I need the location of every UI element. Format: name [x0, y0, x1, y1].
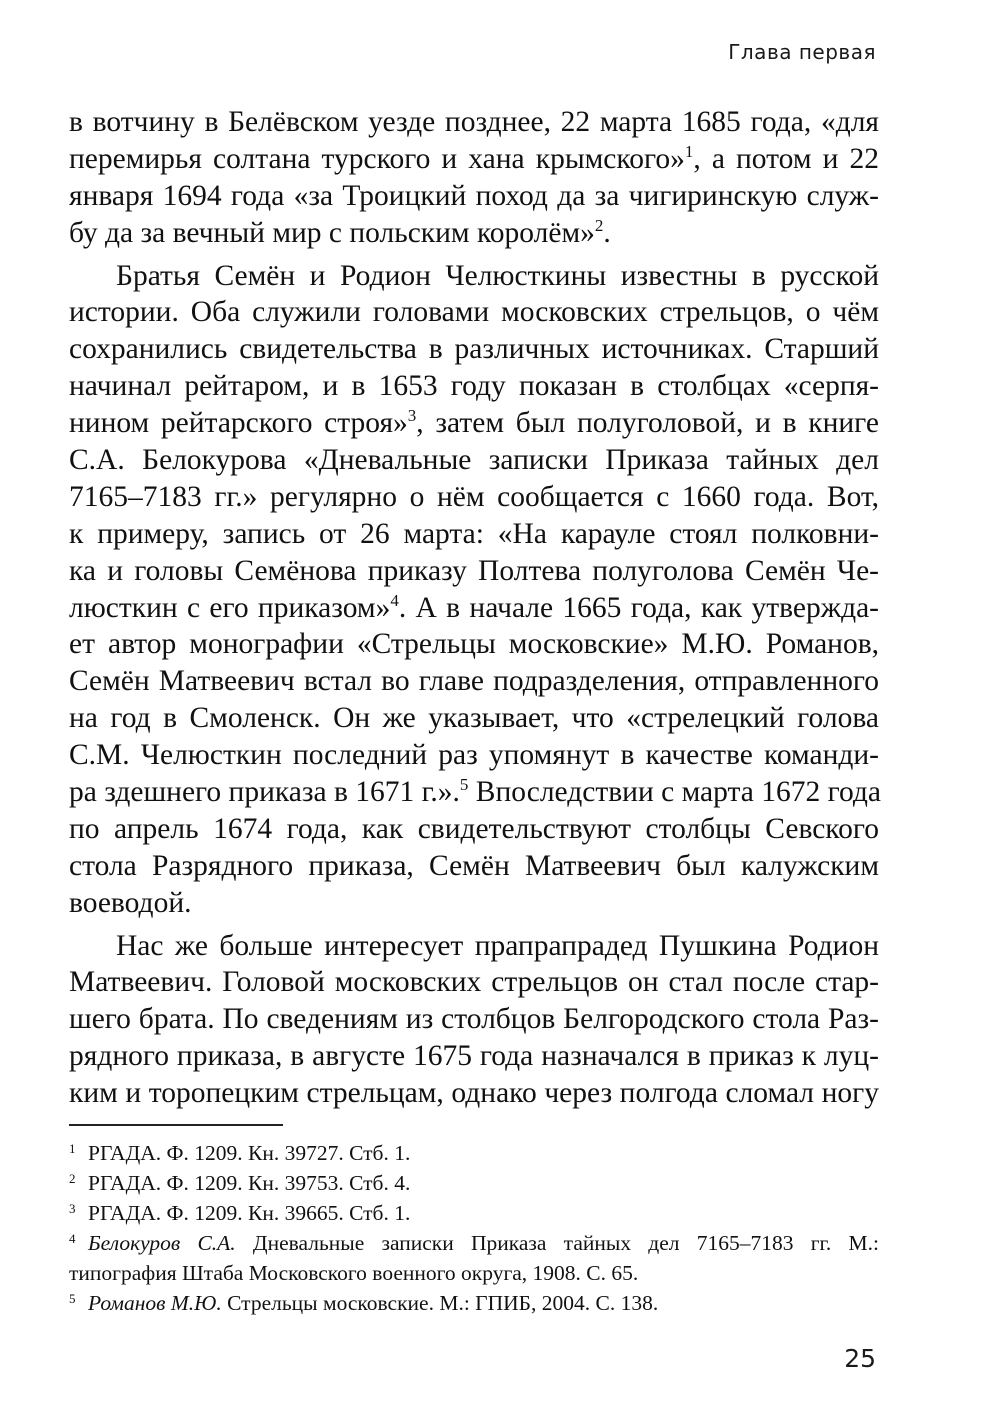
body-text	[69, 104, 879, 1112]
footnote-separator	[69, 1124, 283, 1126]
text-line: сохранились свидетельства в различных источниках. Старший	[69, 333, 879, 366]
footnote-2: 2 РГАДА. Ф. 1209. Кн. 39753. Стб. 4.	[69, 1171, 411, 1195]
text-line: ка и головы Семёнова приказу Полтева полуголова Семён Че-	[69, 554, 879, 587]
text-line: ет автор монографии «Стрельцы московские» М.Ю. Романов,	[69, 628, 879, 661]
text-line: С.А. Белокурова «Дневальные записки Приказа тайных дел	[69, 444, 879, 477]
text-line: воеводой.	[69, 886, 192, 919]
text-line: в вотчину в Белёвском уезде позднее, 22 марта 1685 года, «для	[69, 106, 879, 138]
text-line: Матвеевич. Головой московских стрельцов он стал после стар-	[69, 966, 879, 999]
text-line: шего брата. По сведениям из столбцов Белгородского стола Раз-	[69, 1003, 879, 1036]
footnote-author: Белокуров С.А.	[88, 1231, 236, 1255]
paragraph-1	[69, 104, 879, 252]
text-line: Семён Матвеевич встал во главе подразделения, отправленного	[69, 665, 879, 698]
page-number: 25	[844, 1344, 876, 1373]
text-line: к примеру, запись от 26 марта: «На карауле стоял полковни-	[69, 517, 879, 550]
text-line: 7165–7183 гг.» регулярно о нём сообщается с 1660 года. Вот,	[69, 480, 879, 513]
text-line: на год в Смоленск. Он же указывает, что «стрелецкий голова	[69, 702, 879, 735]
footnote-3: 3 РГАДА. Ф. 1209. Кн. 39665. Стб. 1.	[69, 1201, 411, 1225]
text-line: по апрель 1674 года, как свидетельствуют столбцы Севского	[69, 812, 879, 845]
footnote-author: Романов М.Ю.	[88, 1291, 222, 1315]
text-line: перемирья солтана турского и хана крымского»$^1$, а потом и 22	[69, 141, 879, 175]
text-line: ким и торопецким стрельцам, однако через полгода сломал ногу	[69, 1077, 879, 1110]
paragraph-3	[69, 928, 879, 1112]
paragraph-2	[69, 258, 879, 922]
text-line: люсткин с его приказом»$^4$. А в начале 1665 года, как утвержда-	[69, 590, 880, 624]
text-line: Братья Семён и Родион Челюсткины известны в русской	[116, 259, 879, 292]
text-line: начинал рейтаром, и в 1653 году показан в столбцах «серпя-	[69, 370, 879, 403]
footnote-5: 5 Романов М.Ю. Стрельцы московские. М.: ГПИБ, 2004. С. 138.	[69, 1291, 659, 1315]
text-line: бу да за вечный мир с польским королём»$^2$.	[69, 215, 611, 249]
text-line: ра здешнего приказа в 1671 г.».$^5$ Впоследствии с марта 1672 года	[69, 775, 881, 809]
footnote-ref[interactable]: 5	[459, 775, 469, 795]
text-line: стола Разрядного приказа, Семён Матвеевич был калужским	[69, 849, 879, 882]
footnote-4: 4 Белокуров С.А. Дневальные записки Приказа тайных дел 7165–7183 гг. М.:	[69, 1231, 879, 1255]
footnote-1: 1 РГАДА. Ф. 1209. Кн. 39727. Стб. 1.	[69, 1141, 411, 1165]
text-line: Нас же больше интересует прапрапрадед Пушкина Родион	[116, 929, 879, 962]
footnote-4-continuation: типография Штаба Московского военного округа, 1908. С. 65.	[69, 1261, 639, 1285]
footnote-ref[interactable]: 4	[390, 590, 399, 610]
footnote-ref[interactable]: 1	[684, 141, 694, 161]
footnote-ref[interactable]: 3	[407, 406, 417, 426]
footnote-ref[interactable]: 2	[594, 215, 604, 235]
text-line: января 1694 года «за Троицкий поход да за чигиринскую служ-	[69, 179, 879, 212]
footnotes	[69, 1138, 879, 1318]
text-line: истории. Оба служили головами московских стрельцов, о чём	[69, 296, 879, 329]
text-line: рядного приказа, в августе 1675 года назначался в приказ к луц-	[69, 1040, 879, 1073]
text-line: С.М. Челюсткин последний раз упомянут в качестве команди-	[69, 739, 879, 772]
running-head: Глава первая	[728, 40, 876, 64]
text-line: нином рейтарского строя»$^3$, затем был полуголовой, и в книге	[69, 406, 879, 440]
